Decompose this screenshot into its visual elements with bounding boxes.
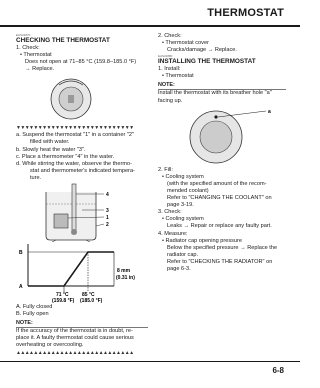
graph-lift-mm: 8 mm <box>117 268 131 275</box>
thermostat-install-figure <box>158 105 286 167</box>
page-number: 6-8 <box>272 366 284 375</box>
heating-setup-figure <box>16 182 148 242</box>
note-heading-left: NOTE: <box>16 320 148 328</box>
left-column <box>16 33 148 357</box>
instruction-start-marker: ▼▼▼▼▼▼▼▼▼▼▼▼▼▼▼▼▼▼▼▼▼▼▼▼▼▼▼ <box>16 125 134 132</box>
bullet-thermostat-cover: • Thermostat cover <box>162 40 209 47</box>
note-right-line2: facing up. <box>158 97 183 104</box>
substep-a-line2: filled with water. <box>30 139 70 146</box>
substep-d-line1: d. While stirring the water, observe the thermo- <box>16 160 132 167</box>
fill-line2: mended coolant) <box>167 187 209 194</box>
callout-a: a <box>268 108 271 115</box>
thermostat-center <box>68 95 74 103</box>
substep-a-line1: a. Suspend the thermostat "1" in a container "2" <box>16 132 135 139</box>
step-1: 1. Check: <box>16 45 40 51</box>
section-code-2: EAS24880 <box>158 54 173 59</box>
thermometer <box>72 184 76 234</box>
right-column <box>158 33 286 273</box>
graph-lift-curve <box>28 252 114 286</box>
breather-hole <box>214 115 217 118</box>
fill-line1: (with the specified amount of the recom- <box>167 180 267 187</box>
substep-d-line3: ture. <box>30 174 42 181</box>
measure-step-4: 4. Measure: <box>158 230 188 237</box>
instruction-end-marker: ▲▲▲▲▲▲▲▲▲▲▲▲▲▲▲▲▲▲▲▲▲▲▲▲▲▲▲ <box>16 349 134 356</box>
thermostat-figure <box>16 73 126 125</box>
measure-line2: radiator cap. <box>167 251 199 258</box>
bullet-thermostat: • Thermostat <box>20 52 52 59</box>
substep-c: c. Place a thermometer "4" in the water. <box>16 153 115 160</box>
section-title-checking: CHECKING THE THERMOSTAT <box>16 37 110 44</box>
thermometer-bulb <box>71 229 77 235</box>
check-step-3: 3. Check: <box>158 209 182 216</box>
step-1-action: → Replace. <box>25 66 55 73</box>
note-left-line3: overheating or overcooling. <box>16 342 84 349</box>
step-1-condition: Does not open at 71–85 °C (159.8–185.0 °F) <box>25 59 137 66</box>
fill-line4: page 3-19. <box>167 202 194 209</box>
section-title-installing: INSTALLING THE THERMOSTAT <box>158 58 256 66</box>
graph-temp-85-f: (185.0 °F) <box>80 298 103 305</box>
section-code: EAS24870 <box>16 33 31 37</box>
measure-bullet: • Radiator cap opening pressure <box>162 237 243 244</box>
fill-line3: Refer to "CHANGING THE COOLANT" on <box>167 195 272 202</box>
graph-temp-85-c: 85 °C <box>82 292 95 299</box>
thermostat-valve-right <box>200 121 232 153</box>
callout-line-2 <box>96 224 104 226</box>
note-left-line1: If the accuracy of the thermostat is in doubt, re- <box>16 328 133 335</box>
note-left-line2: place it. A faulty thermostat could cause serious <box>16 335 134 342</box>
install-step-1: 1. Install: <box>158 66 181 73</box>
measure-line4: page 6-3. <box>167 265 191 272</box>
header-rule <box>0 25 300 27</box>
install-bullet-thermostat: • Thermostat <box>162 73 194 80</box>
callout-2: 2 <box>106 222 109 229</box>
legend-a: A. Fully closed <box>16 304 53 311</box>
opening-graph <box>16 242 148 304</box>
fill-step: 2. Fill: <box>158 166 173 173</box>
step-2-action: Cracks/damage → Replace. <box>167 47 237 54</box>
note-right-line1: Install the thermostat with its breather hole "a" <box>158 90 272 97</box>
fill-bullet: • Cooling system <box>162 173 204 180</box>
graph-temp-71-c: 71 °C <box>56 292 69 299</box>
page-header-title: THERMOSTAT <box>207 7 284 19</box>
substep-d-line2: stat and thermometer's indicated tempera- <box>30 167 135 174</box>
check3-action: Leaks → Repair or replace any faulty part. <box>167 223 272 230</box>
callout-1: 1 <box>106 215 109 222</box>
water-container <box>46 192 96 240</box>
measure-line1: Below the specified pressure → Replace the <box>167 244 278 251</box>
callout-4: 4 <box>106 192 109 199</box>
footer-rule <box>0 361 300 362</box>
graph-label-a: A <box>19 284 23 291</box>
check3-bullet: • Cooling system <box>162 216 204 223</box>
measure-line3: Refer to "CHECKING THE RADIATOR" on <box>167 258 273 265</box>
graph-label-b: B <box>19 250 23 257</box>
callout-3: 3 <box>106 208 109 215</box>
substep-b: b. Slowly heat the water "3". <box>16 146 86 153</box>
note-heading-right: NOTE: <box>158 82 286 90</box>
legend-b: B. Fully open <box>16 311 49 318</box>
graph-lift-in: (0.31 in) <box>116 275 135 282</box>
thermostat-in-water <box>54 214 68 228</box>
graph-temp-71-f: (159.8 °F) <box>52 298 75 305</box>
step-2: 2. Check: <box>158 33 182 39</box>
header-bar <box>0 0 300 25</box>
